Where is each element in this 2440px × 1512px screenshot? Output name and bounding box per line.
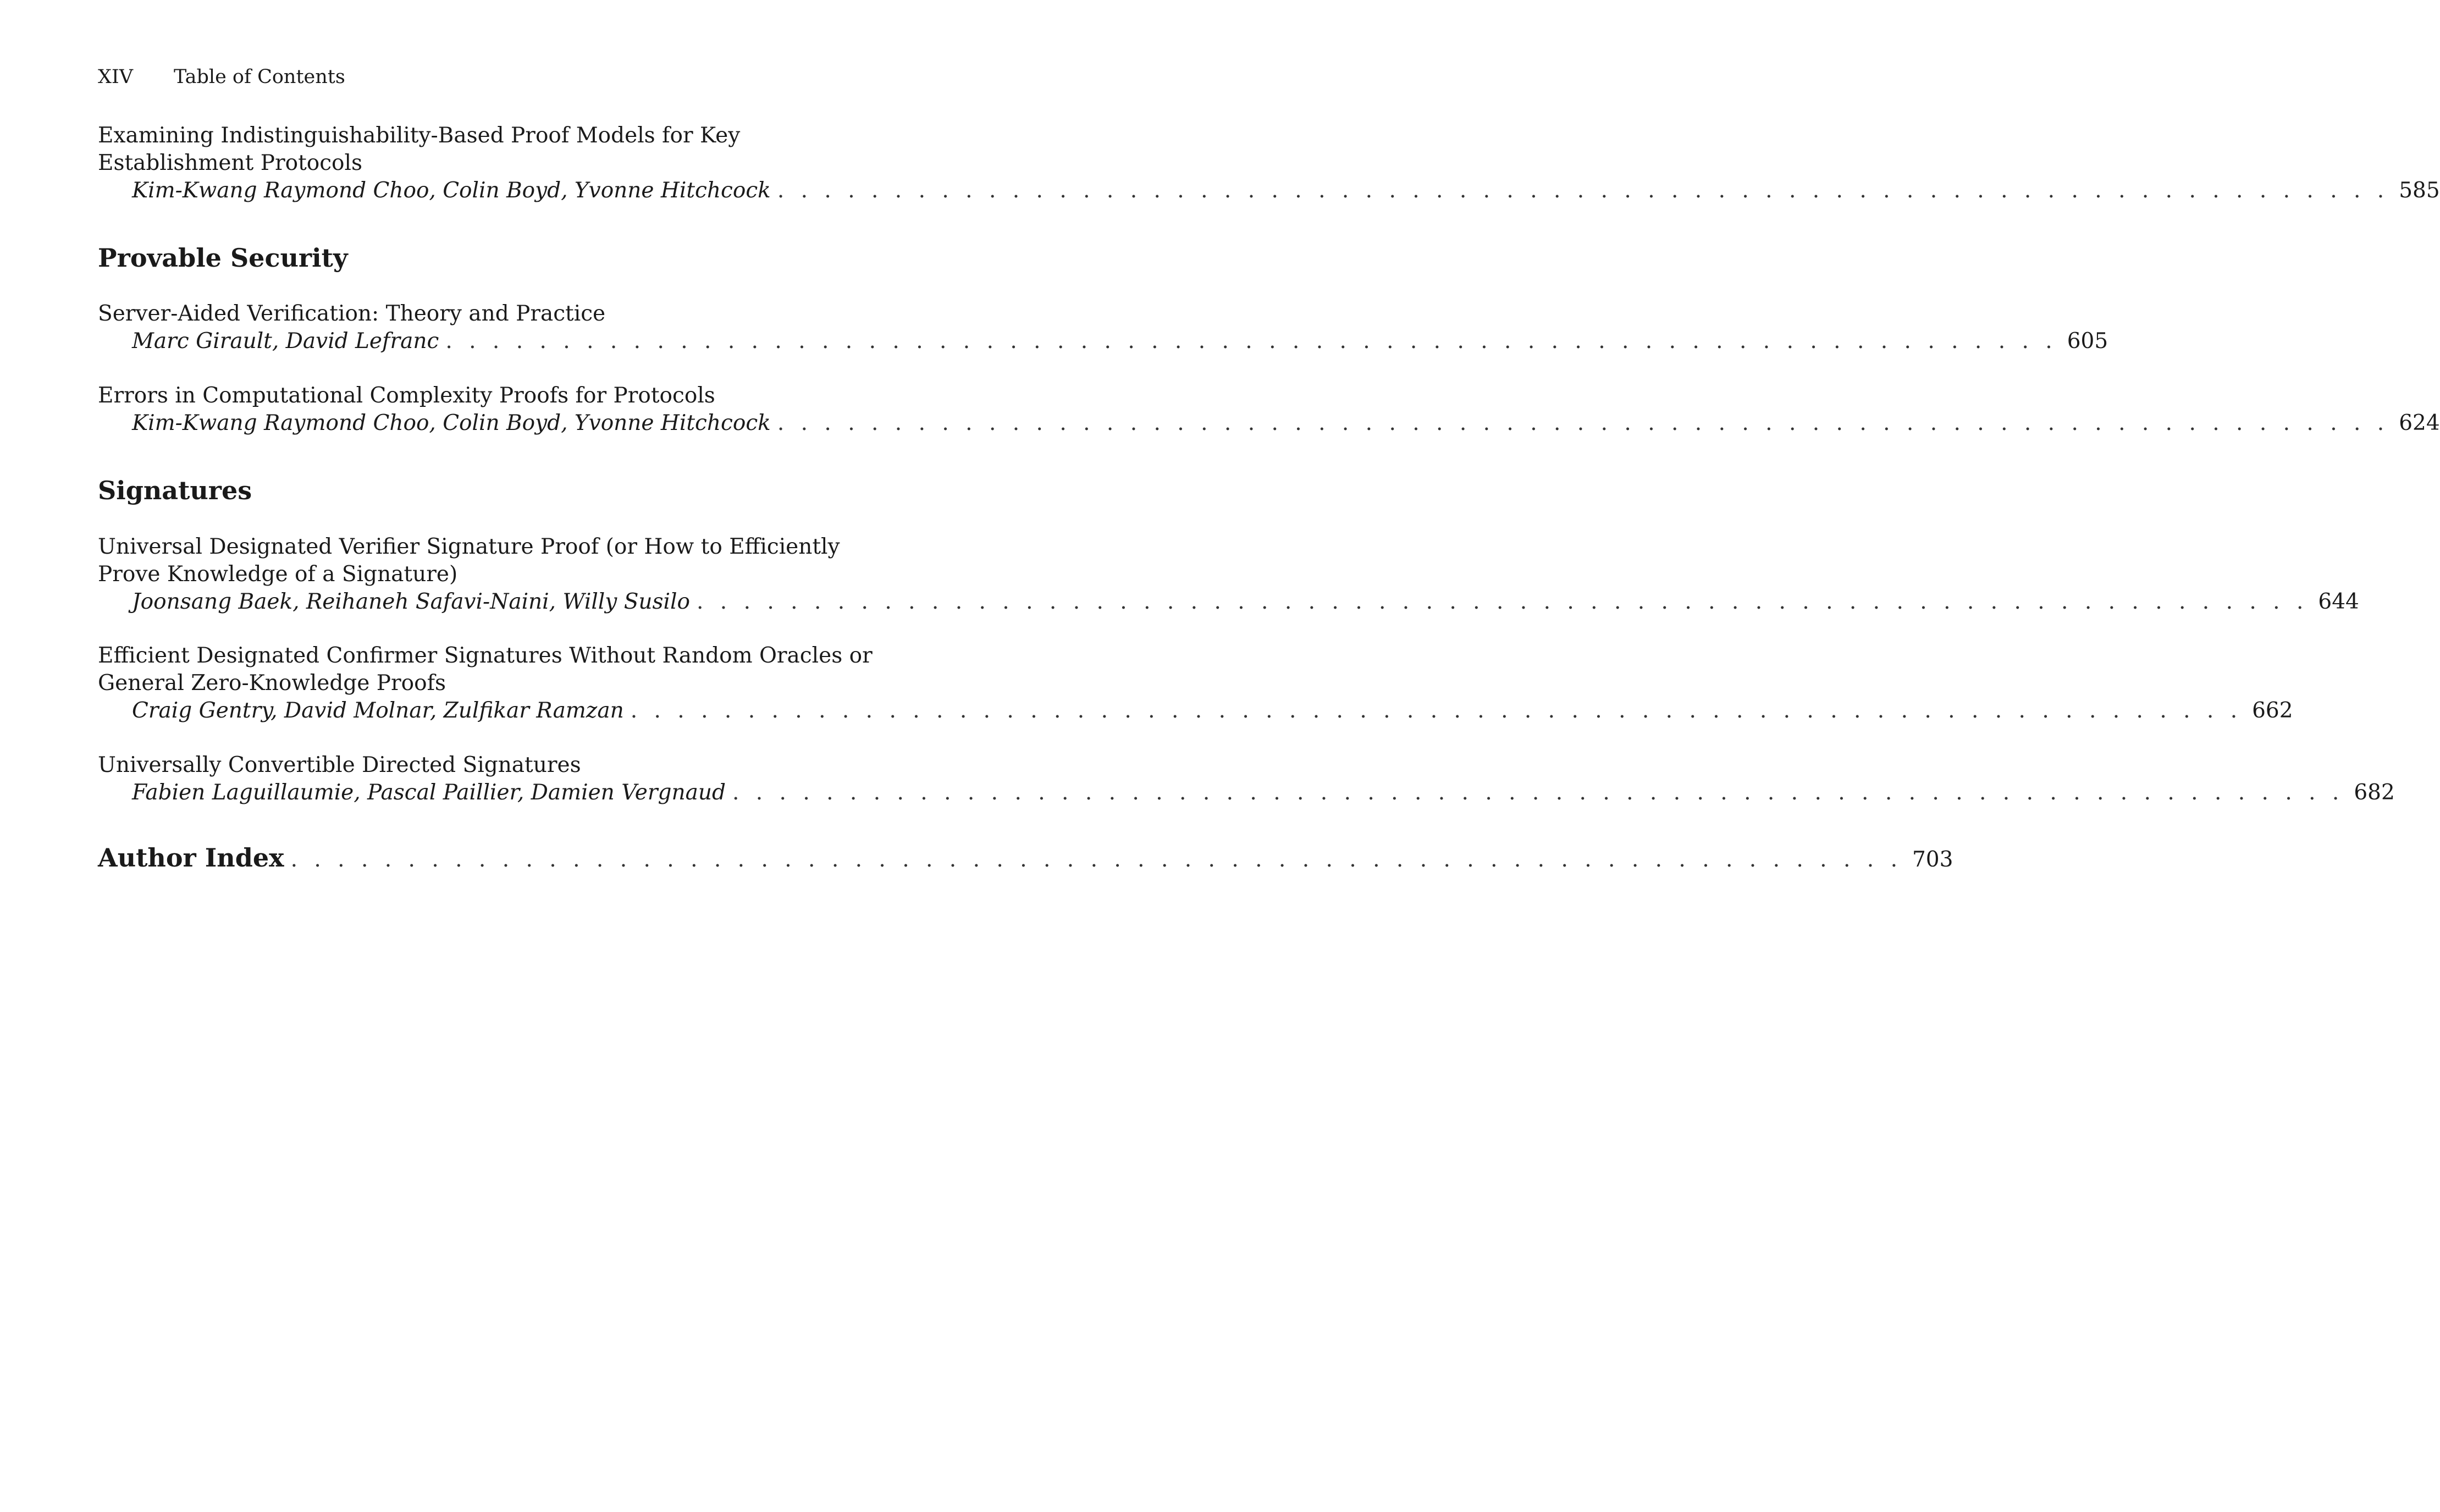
dot-leader: . . . . . . . . . . . . . . . . . . . . . . . . . . . . . . . . . . . . . . . . . . . . . . . . . . . . . . . . . . . . . . . . . . . . . bbox=[777, 411, 2389, 435]
entry-author-line bbox=[98, 779, 2395, 807]
entry-title-line: General Zero-Knowledge Proofs bbox=[98, 671, 446, 696]
entry-authors: Kim-Kwang Raymond Choo, Colin Boyd, Yvonne Hitchcock bbox=[132, 411, 771, 435]
toc-entry[interactable] bbox=[98, 382, 2440, 437]
entry-title-line: Efficient Designated Confirmer Signatures Without Random Oracles or bbox=[98, 643, 873, 668]
running-header bbox=[98, 65, 345, 89]
entry-author-line bbox=[98, 177, 2440, 205]
page-folio: XIV bbox=[98, 66, 134, 88]
dot-leader: . . . . . . . . . . . . . . . . . . . . . . . . . . . . . . . . . . . . . . . . . . . . . . . . . . . . . . . . . . . . . . . . . . . . . bbox=[445, 329, 2057, 354]
toc-entry[interactable] bbox=[98, 642, 2293, 725]
entry-authors: Fabien Laguillaumie, Pascal Paillier, Damien Vergnaud bbox=[132, 780, 726, 805]
entry-title-line: Establishment Protocols bbox=[98, 151, 363, 175]
author-index-page-number: 703 bbox=[1912, 847, 1953, 872]
toc-entry[interactable] bbox=[98, 752, 2395, 807]
entry-author-line bbox=[98, 410, 2440, 437]
entry-title-line: Universal Designated Verifier Signature Proof (or How to Efficiently bbox=[98, 534, 840, 559]
entry-title-line: Universally Convertible Directed Signatures bbox=[98, 753, 581, 777]
entry-author-line bbox=[98, 588, 2359, 616]
toc-entry[interactable] bbox=[98, 533, 2359, 616]
section-heading: Provable Security bbox=[98, 243, 348, 273]
entry-page-number: 624 bbox=[2399, 411, 2440, 435]
entry-page-number: 644 bbox=[2318, 589, 2359, 614]
entry-author-line bbox=[98, 328, 2108, 355]
section-heading: Signatures bbox=[98, 476, 252, 505]
entry-page-number: 662 bbox=[2252, 698, 2293, 723]
dot-leader: . . . . . . . . . . . . . . . . . . . . . . . . . . . . . . . . . . . . . . . . . . . . . . . . . . . . . . . . . . . . . . . . . . . . . bbox=[630, 698, 2243, 723]
dot-leader: . . . . . . . . . . . . . . . . . . . . . . . . . . . . . . . . . . . . . . . . . . . . . . . . . . . . . . . . . . . . . . . . . . . . . bbox=[732, 780, 2344, 805]
running-title: Table of Contents bbox=[174, 66, 345, 88]
entry-page-number: 682 bbox=[2354, 780, 2395, 805]
entry-authors: Kim-Kwang Raymond Choo, Colin Boyd, Yvonne Hitchcock bbox=[132, 178, 771, 203]
entry-title-line: Server-Aided Verification: Theory and Practice bbox=[98, 301, 606, 326]
author-index-label: Author Index bbox=[98, 843, 284, 873]
entry-title-line: Errors in Computational Complexity Proofs for Protocols bbox=[98, 383, 715, 408]
toc-entry[interactable] bbox=[98, 300, 2108, 355]
dot-leader: . . . . . . . . . . . . . . . . . . . . . . . . . . . . . . . . . . . . . . . . . . . . . . . . . . . . . . . . . . . . . . . . . . . . . bbox=[777, 178, 2389, 203]
entry-authors: Marc Girault, David Lefranc bbox=[132, 329, 439, 354]
entry-authors: Craig Gentry, David Molnar, Zulfikar Ramzan bbox=[132, 698, 624, 723]
toc-entry[interactable] bbox=[98, 122, 2440, 205]
entry-title-line: Examining Indistinguishability-Based Proof Models for Key bbox=[98, 123, 741, 148]
entry-page-number: 585 bbox=[2399, 178, 2440, 203]
dot-leader: . . . . . . . . . . . . . . . . . . . . . . . . . . . . . . . . . . . . . . . . . . . . . . . . . . . . . . . . . . . . . . . . . . . . . bbox=[696, 589, 2309, 614]
entry-authors: Joonsang Baek, Reihaneh Safavi-Naini, Willy Susilo bbox=[132, 589, 690, 614]
entry-title-line: Prove Knowledge of a Signature) bbox=[98, 562, 458, 587]
dot-leader: . . . . . . . . . . . . . . . . . . . . . . . . . . . . . . . . . . . . . . . . . . . . . . . . . . . . . . . . . . . . . . . . . . . . . bbox=[290, 847, 1902, 872]
author-index-entry[interactable] bbox=[98, 842, 1953, 873]
entry-page-number: 605 bbox=[2067, 329, 2108, 354]
entry-author-line bbox=[98, 697, 2293, 725]
